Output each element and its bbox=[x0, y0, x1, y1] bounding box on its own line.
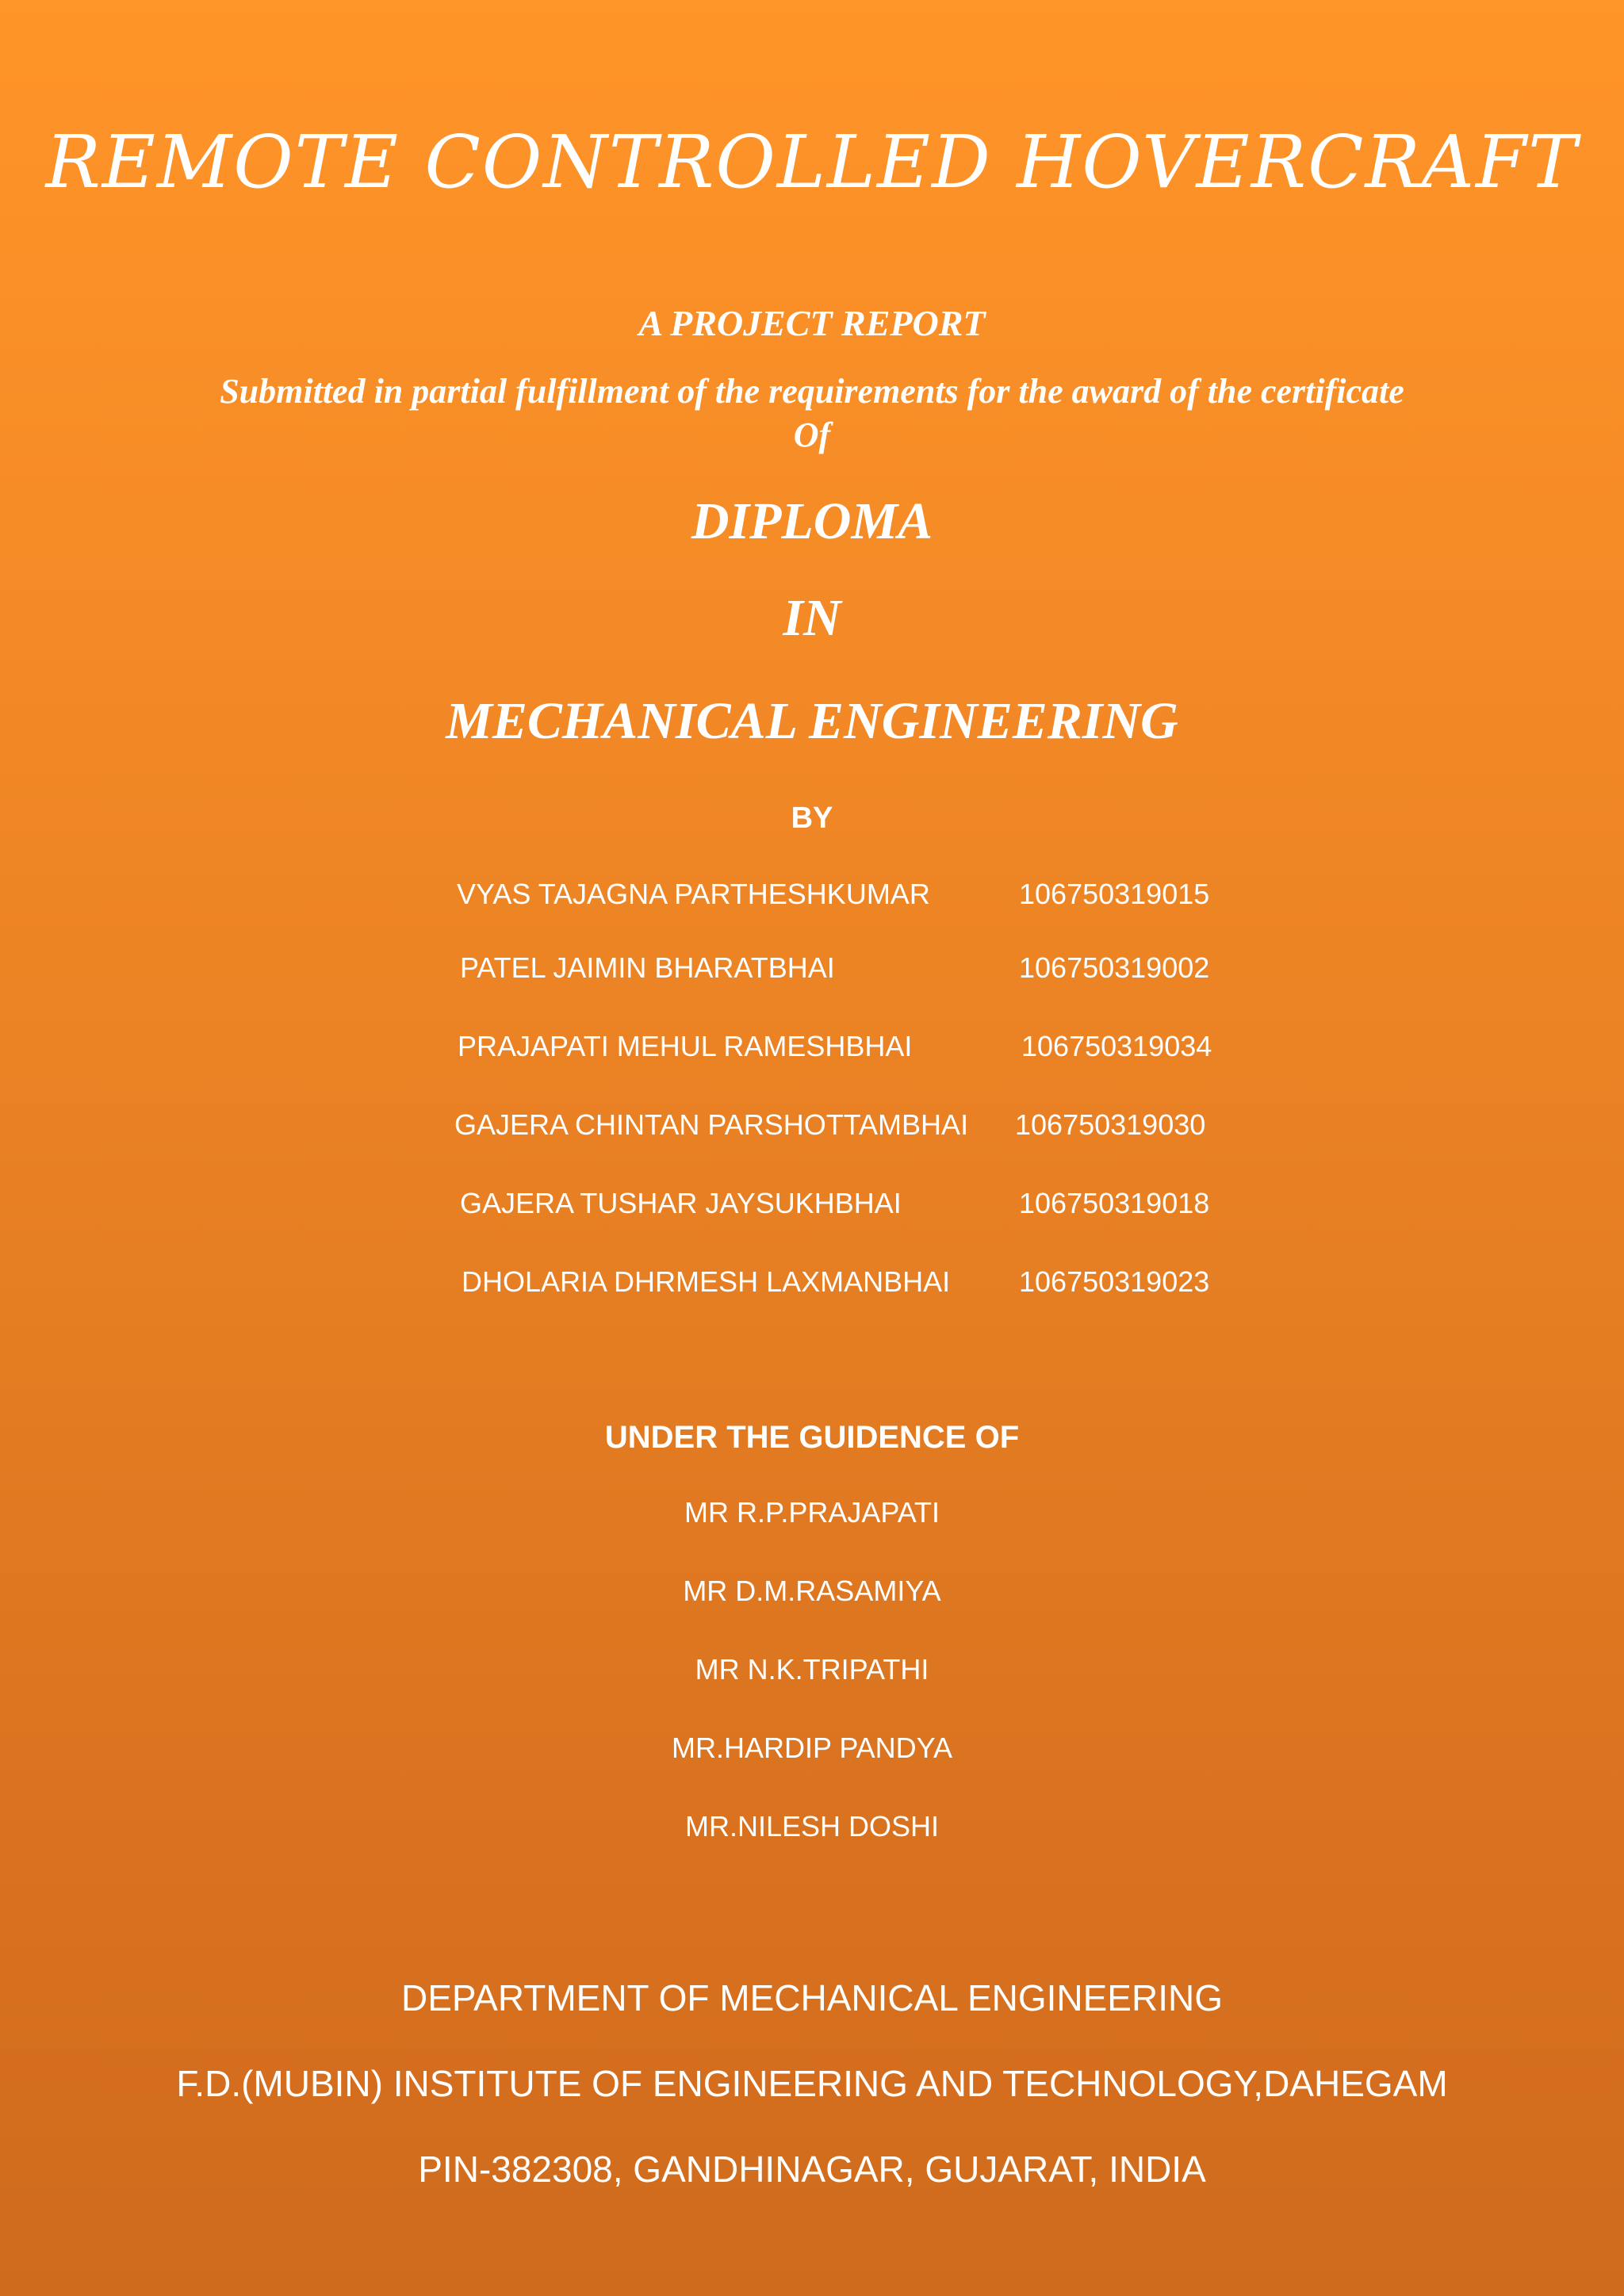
student-name: VYAS TAJAGNA PARTHESHKUMAR bbox=[457, 878, 930, 910]
student-enrollment: 106750319034 bbox=[1021, 1030, 1212, 1062]
student-enrollment: 106750319015 bbox=[1019, 878, 1210, 910]
degree-title: DIPLOMA bbox=[691, 492, 933, 550]
student-name: GAJERA CHINTAN PARSHOTTAMBHAI bbox=[454, 1108, 969, 1141]
student-row bbox=[0, 1106, 1624, 1144]
student-enrollment: 106750319023 bbox=[1019, 1265, 1210, 1298]
in-line: IN bbox=[783, 589, 841, 647]
institute-name: F.D.(MUBIN) INSTITUTE OF ENGINEERING AND TECHNOLOGY,DAHEGAM bbox=[176, 2063, 1448, 2104]
student-name: PRAJAPATI MEHUL RAMESHBHAI bbox=[458, 1030, 913, 1062]
institute-address: PIN-382308, GANDHINAGAR, GUJARAT, INDIA bbox=[418, 2149, 1206, 2190]
guide-name: MR.NILESH DOSHI bbox=[684, 1810, 940, 1843]
student-enrollment: 106750319002 bbox=[1019, 951, 1210, 984]
of-line: Of bbox=[793, 415, 831, 454]
report-title: REMOTE CONTROLLED HOVERCRAFT bbox=[45, 120, 1579, 205]
student-row bbox=[0, 949, 1624, 987]
student-row bbox=[0, 1027, 1624, 1066]
department-name: DEPARTMENT OF MECHANICAL ENGINEERING bbox=[401, 1977, 1223, 2019]
branch-title: MECHANICAL ENGINEERING bbox=[446, 692, 1178, 750]
by-label: BY bbox=[791, 802, 833, 835]
student-row bbox=[0, 875, 1624, 913]
report-subtitle: A PROJECT REPORT bbox=[638, 303, 986, 343]
student-name: PATEL JAIMIN BHARATBHAI bbox=[460, 951, 835, 984]
submission-statement: Submitted in partial fulfillment of the requirements for the award of the certificate bbox=[220, 372, 1404, 411]
guide-name: MR R.P.PRAJAPATI bbox=[684, 1496, 940, 1529]
guide-name: MR.HARDIP PANDYA bbox=[671, 1732, 953, 1764]
student-row bbox=[0, 1184, 1624, 1223]
student-name: GAJERA TUSHAR JAYSUKHBHAI bbox=[460, 1187, 902, 1219]
guide-name: MR N.K.TRIPATHI bbox=[695, 1653, 929, 1686]
guidance-label: UNDER THE GUIDENCE OF bbox=[604, 1420, 1020, 1455]
guide-name: MR D.M.RASAMIYA bbox=[683, 1575, 941, 1607]
student-row bbox=[0, 1263, 1624, 1301]
student-enrollment: 106750319030 bbox=[1015, 1108, 1206, 1141]
student-enrollment: 106750319018 bbox=[1019, 1187, 1210, 1219]
student-name: DHOLARIA DHRMESH LAXMANBHAI bbox=[462, 1265, 951, 1298]
